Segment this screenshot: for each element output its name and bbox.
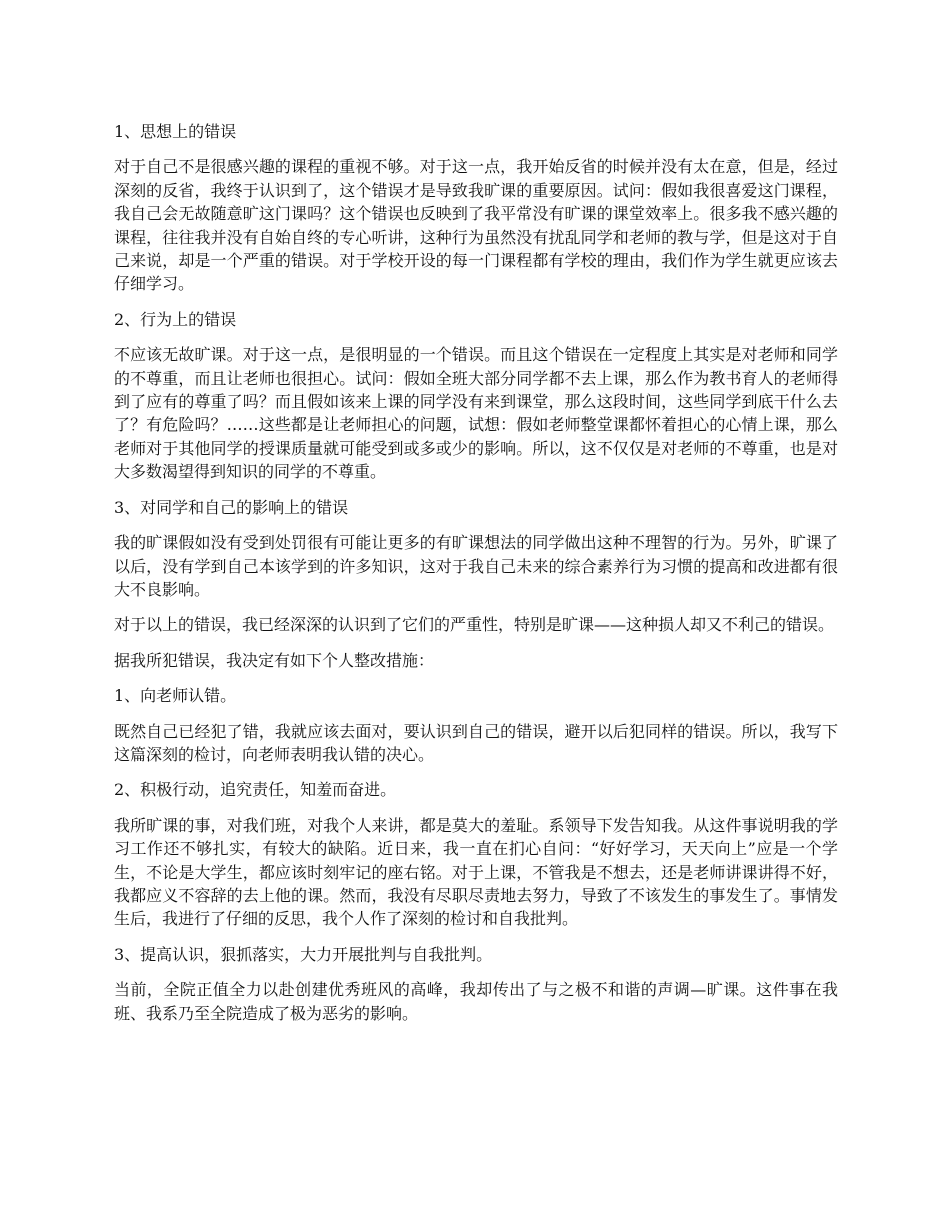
- measure-heading-apologize: 1、向老师认错。: [114, 686, 237, 706]
- paragraph-behavior-errors: 不应该无故旷课。对于这一点，是很明显的一个错误。而且这个错误在一定程度上其实是对老师和同学的不尊重，而且让老师也很担心。试问：假如全班大部分同学都不去上课，那么作为教书育人的老师得到了应有的尊重了吗？而且假如该来上课的同学没有来到课堂，那么这段时间，这些同学到底干什么去了？有危险吗？……这些都是让老师担心的问题，试想：假如老师整堂课都怀着担心的心情上课，那么老师对于其他同学的授课质量就可能受到或多或少的影响。所以，这不仅仅是对老师的不尊重，也是对大多数渴望得到知识的同学的不尊重。: [114, 345, 838, 482]
- measure-heading-raise-awareness: 3、提高认识，狠抓落实，大力开展批判与自我批判。: [114, 944, 493, 964]
- paragraph-thought-errors: 对于自己不是很感兴趣的课程的重视不够。对于这一点，我开始反省的时候并没有太在意，但是，经过深刻的反省，我终于认识到了，这个错误才是导致我旷课的重要原因。试问：假如我很喜爱这门课程，我自己会无故随意旷这门课吗？这个错误也反映到了我平常没有旷课的课堂效率上。很多我不感兴趣的课程，往往我并没有自始自终的专心听讲，这种行为虽然没有扰乱同学和老师的教与学，但是这对于自己来说，却是一个严重的错误。对于学校开设的每一门课程都有学校的理由，我们作为学生就更应该去仔细学习。: [114, 157, 838, 294]
- paragraph-apologize: 既然自己已经犯了错，我就应该去面对，要认识到自己的错误，避开以后犯同样的错误。所以，我写下这篇深刻的检讨，向老师表明我认错的决心。: [114, 721, 838, 764]
- section-heading-impact-errors: 3、对同学和自己的影响上的错误: [114, 497, 349, 517]
- paragraph-impact-errors: 我的旷课假如没有受到处罚很有可能让更多的有旷课想法的同学做出这种不理智的行为。另外，旷课了以后，没有学到自己本该学到的许多知识，这对于我自己未来的综合素养行为习惯的提高和改进都有很大不良影响。: [114, 533, 838, 599]
- section-heading-behavior-errors: 2、行为上的错误: [114, 309, 237, 329]
- paragraph-awareness: 对于以上的错误，我已经深深的认识到了它们的严重性，特别是旷课——这种损人却又不利己的错误。: [114, 615, 835, 635]
- paragraph-measures-intro: 据我所犯错误，我决定有如下个人整改措施：: [114, 650, 435, 670]
- document-body: [114, 120, 838, 1037]
- section-heading-thought-errors: 1、思想上的错误: [114, 122, 237, 141]
- measure-heading-take-action: 2、积极行动，追究责任，知羞而奋进。: [114, 780, 397, 800]
- paragraph-take-action: 我所旷课的事，对我们班，对我个人来讲，都是莫大的羞耻。系领导下发告知我。从这件事说明我的学习工作还不够扎实，有较大的缺陷。近日来，我一直在扪心自问：“好好学习，天天向上”应是一个学生，不论是大学生，都应该时刻牢记的座右铭。对于上课，不管我是不想去，还是老师讲课讲得不好，我都应义不容辞的去上他的课。然而，我没有尽职尽责地去努力，导致了不该发生的事发生了。事情发生后，我进行了仔细的反思，我个人作了深刻的检讨和自我批判。: [114, 815, 838, 929]
- paragraph-raise-awareness: 当前，全院正值全力以赴创建优秀班风的高峰，我却传出了与之极不和谐的声调—旷课。这件事在我班、我系乃至全院造成了极为恶劣的影响。: [114, 980, 838, 1023]
